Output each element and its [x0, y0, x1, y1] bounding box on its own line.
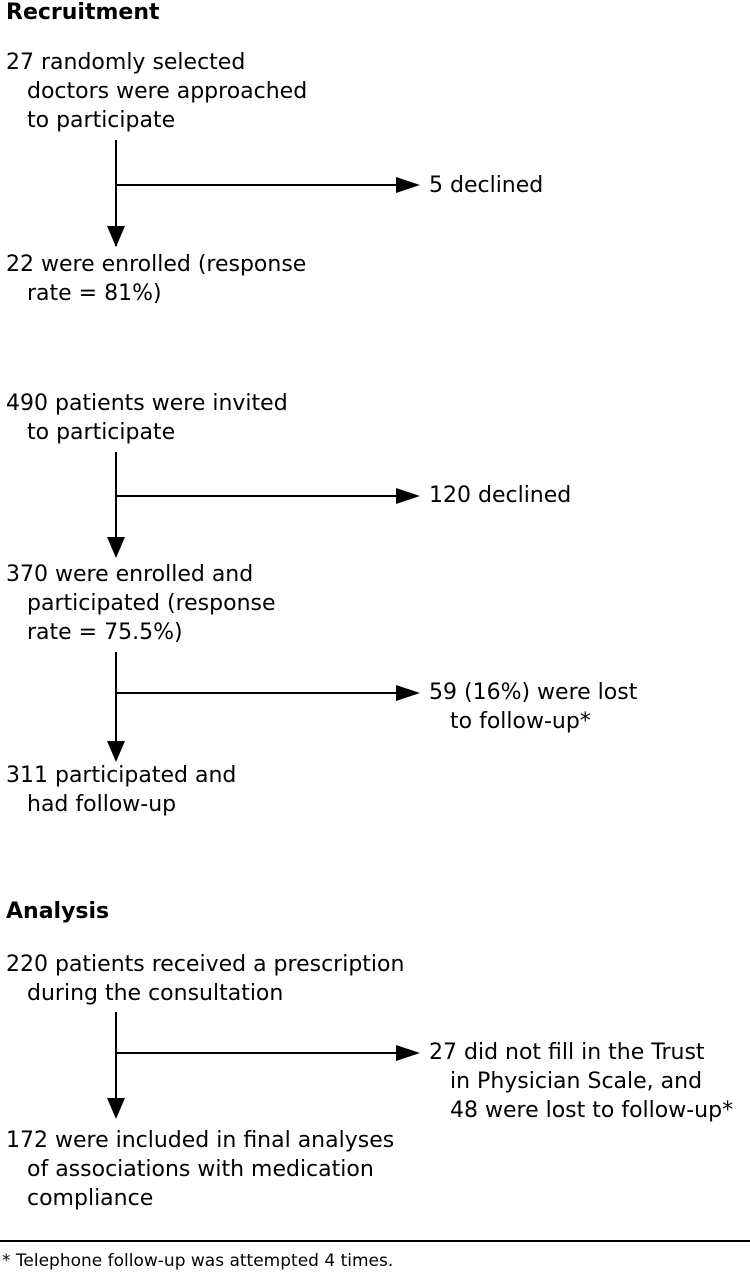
footnote: * Telephone follow-up was attempted 4 times. — [2, 1251, 394, 1271]
arrowhead-lost-followup — [396, 685, 420, 701]
box-line: doctors were approached — [27, 79, 308, 104]
box-line: to participate — [27, 420, 176, 445]
box-patients-invited — [6, 389, 288, 447]
box-line: 172 were included in final analyses — [6, 1128, 395, 1153]
box-prescription — [6, 950, 404, 1008]
box-patients-lost — [429, 678, 637, 736]
section-heading-recruitment: Recruitment — [6, 0, 160, 25]
box-patients-followup — [6, 761, 236, 819]
box-line: 370 were enrolled and — [6, 562, 254, 587]
box-line: in Physician Scale, and — [450, 1069, 703, 1094]
section-heading-analysis: Analysis — [6, 899, 110, 924]
box-line: to follow-up* — [450, 709, 591, 734]
box-line: had follow-up — [27, 792, 177, 817]
footnote-divider — [0, 1240, 750, 1242]
box-line: to participate — [27, 108, 176, 133]
box-doctors-declined — [429, 171, 543, 200]
box-line: 48 were lost to follow-up* — [450, 1098, 734, 1123]
arrowhead-patients-declined — [396, 488, 420, 504]
box-final-included — [6, 1126, 394, 1213]
box-line: during the consultation — [27, 981, 284, 1006]
arrowhead-doctors-declined — [396, 177, 420, 193]
box-line: participated (response — [27, 591, 276, 616]
box-doctors-enrolled — [6, 250, 306, 308]
box-line: 27 randomly selected — [6, 50, 246, 75]
box-line: 22 were enrolled (response — [6, 252, 307, 277]
arrowhead-doctors-down — [107, 226, 125, 247]
box-line: compliance — [27, 1186, 154, 1211]
box-line: 5 declined — [429, 173, 544, 198]
box-line: rate = 75.5%) — [27, 620, 183, 645]
box-doctors-approached — [6, 48, 307, 135]
arrowhead-patients-down — [107, 537, 125, 558]
box-line: 220 patients received a prescription — [6, 952, 405, 977]
box-patients-declined — [429, 481, 571, 510]
box-analysis-excluded — [429, 1038, 733, 1125]
arrowhead-analysis-excluded — [396, 1045, 420, 1061]
box-line: 311 participated and — [6, 763, 237, 788]
box-line: 490 patients were invited — [6, 391, 288, 416]
box-patients-enrolled — [6, 560, 276, 647]
arrowhead-followup-down — [107, 741, 125, 762]
box-line: of associations with medication — [27, 1157, 374, 1182]
box-line: 27 did not fill in the Trust — [429, 1040, 705, 1065]
box-line: rate = 81%) — [27, 281, 162, 306]
arrowhead-analysis-down — [107, 1098, 125, 1119]
box-line: 120 declined — [429, 483, 572, 508]
box-line: 59 (16%) were lost — [429, 680, 638, 705]
